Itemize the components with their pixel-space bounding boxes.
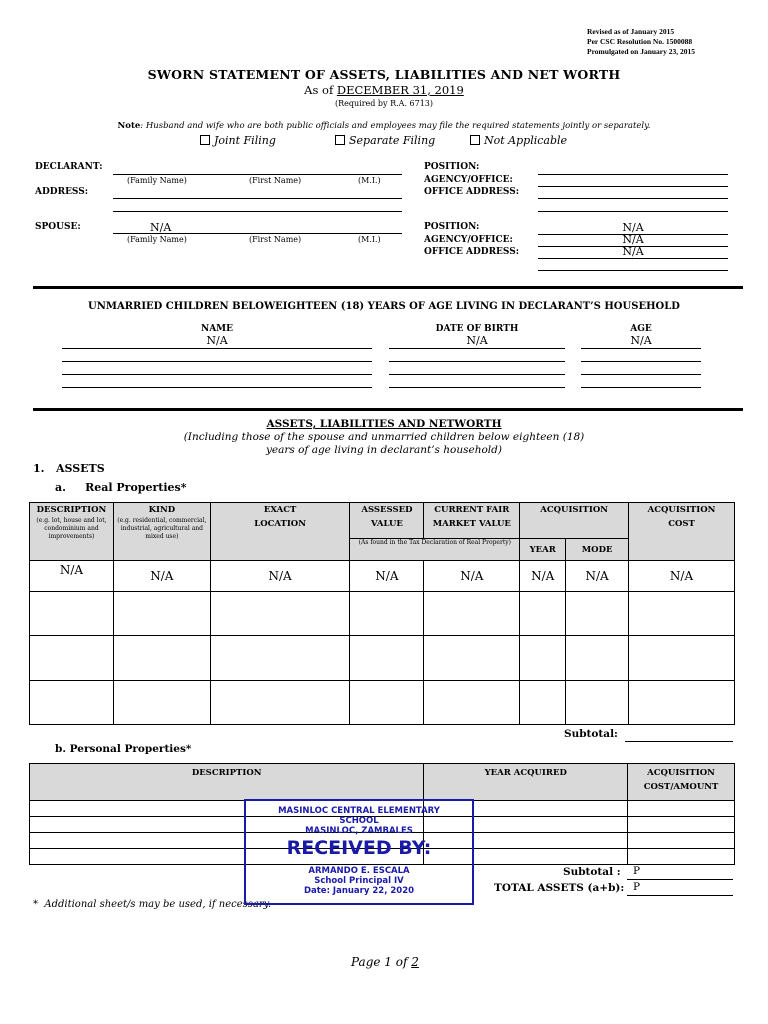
stamp-person: ARMANDO E. ESCALA [308, 866, 410, 876]
option-separate[interactable] [335, 134, 435, 147]
option-joint-label: Joint Filing [214, 134, 276, 147]
th-tax-note [350, 539, 520, 561]
note-label: Note [117, 121, 141, 131]
as-of-line [0, 83, 768, 97]
form-title: SWORN STATEMENT OF ASSETS, LIABILITIES AND NET WORTH [147, 67, 621, 82]
aln-heading: ASSETS, LIABILITIES AND NETWORTH [266, 418, 502, 430]
required-by: (Required by R.A. 6713) [334, 99, 434, 108]
total-assets-value: P [633, 881, 641, 893]
personal-subtotal-value: P [633, 865, 641, 877]
children-heading: UNMARRIED CHILDREN BELOWEIGHTEEN (18) YEARS OF AGE LIVING IN DECLARANT’S HOUSEHOLD [88, 301, 680, 312]
footnote: * Additional sheet/s may be used, if necessary. [33, 899, 272, 910]
aln-subheading-2: years of age living in declarant’s household) [266, 444, 502, 456]
real-properties-heading: a. Real Properties* [55, 481, 187, 494]
child-dob-value: N/A [466, 334, 488, 347]
spouse-label: SPOUSE: [35, 222, 81, 232]
page-prefix: Page 1 of [351, 955, 412, 969]
table-row [30, 681, 735, 725]
personal-subtotal-label: Subtotal : [563, 866, 621, 878]
th-cost [629, 503, 735, 561]
th-cost-label-2: COST [668, 519, 695, 529]
child-age-value: N/A [630, 334, 652, 347]
table-row [30, 561, 735, 592]
stamp-school-2: SCHOOL [339, 816, 379, 826]
address-label: ADDRESS: [35, 187, 89, 197]
option-joint[interactable] [200, 134, 276, 147]
th-mode [566, 539, 629, 561]
th-kind-label: KIND [148, 505, 176, 515]
cell-year: N/A [520, 561, 566, 592]
th-description-sub: (e.g. lot, house and lot, condominium and improvements) [36, 517, 107, 540]
page-total: 2 [411, 955, 419, 969]
th-year [520, 539, 566, 561]
th-pp-year [424, 764, 628, 801]
th-description-label: DESCRIPTION [36, 505, 107, 515]
th-mode-label: MODE [581, 544, 613, 555]
spouse-agency-value: N/A [622, 233, 644, 246]
th-description [30, 503, 114, 561]
stamp-received: RECEIVED BY: [286, 837, 432, 859]
th-pp-description-label: DESCRIPTION [191, 768, 262, 778]
cell-cost: N/A [629, 561, 735, 592]
revision-line-3: Promulgated on January 23, 2015 [587, 47, 695, 56]
stamp-role: School Principal IV [314, 876, 404, 886]
th-assessed-label-1: ASSESSED [361, 505, 413, 515]
th-assessed-label-2: VALUE [370, 519, 403, 529]
office-address-label: OFFICE ADDRESS: [424, 187, 520, 197]
checkbox-icon[interactable] [335, 135, 345, 145]
th-pp-year-label: YEAR ACQUIRED [484, 768, 567, 778]
stamp-place: MASINLOC, ZAMBALES [305, 826, 413, 836]
revision-note [587, 27, 695, 57]
stamp-date: Date: January 22, 2020 [303, 886, 415, 896]
th-cost-label-1: ACQUISITION [647, 505, 716, 515]
table-row [30, 636, 735, 681]
child-age-header: AGE [630, 324, 652, 334]
declarant-family-name-caption: (Family Name) [127, 176, 187, 185]
th-assessed [350, 503, 424, 539]
as-of-date: DECEMBER 31, 2019 [336, 83, 464, 97]
note-text: : Husband and wife who are both public officials and employees may file the required statements jointly or separately. [140, 121, 651, 131]
position-label: POSITION: [424, 162, 480, 172]
spouse-name-value: N/A [150, 221, 172, 234]
personal-properties-heading: b. Personal Properties* [55, 743, 192, 755]
spouse-position-label: POSITION: [424, 222, 480, 232]
declarant-label: DECLARANT: [35, 162, 103, 172]
aln-subheading-1: (Including those of the spouse and unmarried children below eighteen (18) [183, 431, 585, 443]
child-name-value: N/A [206, 334, 228, 347]
option-na-label: Not Applicable [484, 134, 568, 147]
spouse-office-address-label: OFFICE ADDRESS: [424, 247, 520, 257]
th-year-label: YEAR [529, 544, 556, 555]
table-row [30, 592, 735, 636]
spouse-family-name-caption: (Family Name) [127, 235, 187, 244]
th-fair-value [424, 503, 520, 539]
option-not-applicable[interactable] [470, 134, 567, 147]
th-pp-description [30, 764, 424, 801]
th-location [210, 503, 350, 561]
spouse-first-name-caption: (First Name) [249, 235, 302, 244]
revision-line-1: Revised as of January 2015 [587, 27, 675, 36]
cell-mode: N/A [566, 561, 629, 592]
declarant-first-name-caption: (First Name) [249, 176, 302, 185]
th-pp-cost-label-1: ACQUISITION [647, 768, 715, 778]
th-acquisition-label: ACQUISITION [540, 505, 609, 515]
revision-line-2: Per CSC Resolution No. 1500088 [587, 37, 693, 46]
th-kind-sub: (e.g. residential, commercial, industrial, agricultural and mixed use) [117, 517, 207, 540]
child-dob-header: DATE OF BIRTH [435, 324, 519, 334]
agency-label: AGENCY/OFFICE: [424, 175, 513, 185]
checkbox-icon[interactable] [200, 135, 210, 145]
spouse-mi-caption: (M.I.) [358, 235, 381, 244]
child-name-header: NAME [200, 324, 234, 334]
cell-location: N/A [210, 561, 350, 592]
th-fair-label-2: MARKET VALUE [432, 519, 511, 529]
cell-kind: N/A [113, 561, 210, 592]
checkbox-icon[interactable] [470, 135, 480, 145]
cell-description: N/A [30, 561, 114, 592]
th-location-label-2: LOCATION [254, 519, 306, 529]
option-separate-label: Separate Filing [349, 134, 436, 147]
real-subtotal-label: Subtotal: [564, 728, 618, 740]
th-pp-cost [628, 764, 735, 801]
th-kind [113, 503, 210, 561]
th-fair-label-1: CURRENT FAIR [434, 505, 510, 515]
cell-fair-value: N/A [424, 561, 520, 592]
spouse-position-value: N/A [622, 221, 644, 234]
declarant-mi-caption: (M.I.) [358, 176, 381, 185]
th-acquisition [520, 503, 629, 539]
spouse-agency-label: AGENCY/OFFICE: [424, 235, 513, 245]
total-assets-label: TOTAL ASSETS (a+b): [494, 882, 625, 894]
stamp-school-1: MASINLOC CENTRAL ELEMENTARY [278, 806, 440, 816]
th-pp-cost-label-2: COST/AMOUNT [643, 782, 719, 792]
assets-heading: 1. ASSETS [33, 462, 105, 475]
spouse-office-address-value: N/A [622, 245, 644, 258]
page-number [351, 955, 419, 969]
th-tax-note-text: (As found in the Tax Declaration of Real Property) [358, 539, 511, 546]
real-properties-table [29, 502, 735, 725]
th-location-label-1: EXACT [263, 505, 297, 515]
received-stamp [244, 799, 474, 905]
note [0, 121, 768, 131]
as-of-prefix: As of [304, 83, 337, 97]
cell-assessed: N/A [350, 561, 424, 592]
